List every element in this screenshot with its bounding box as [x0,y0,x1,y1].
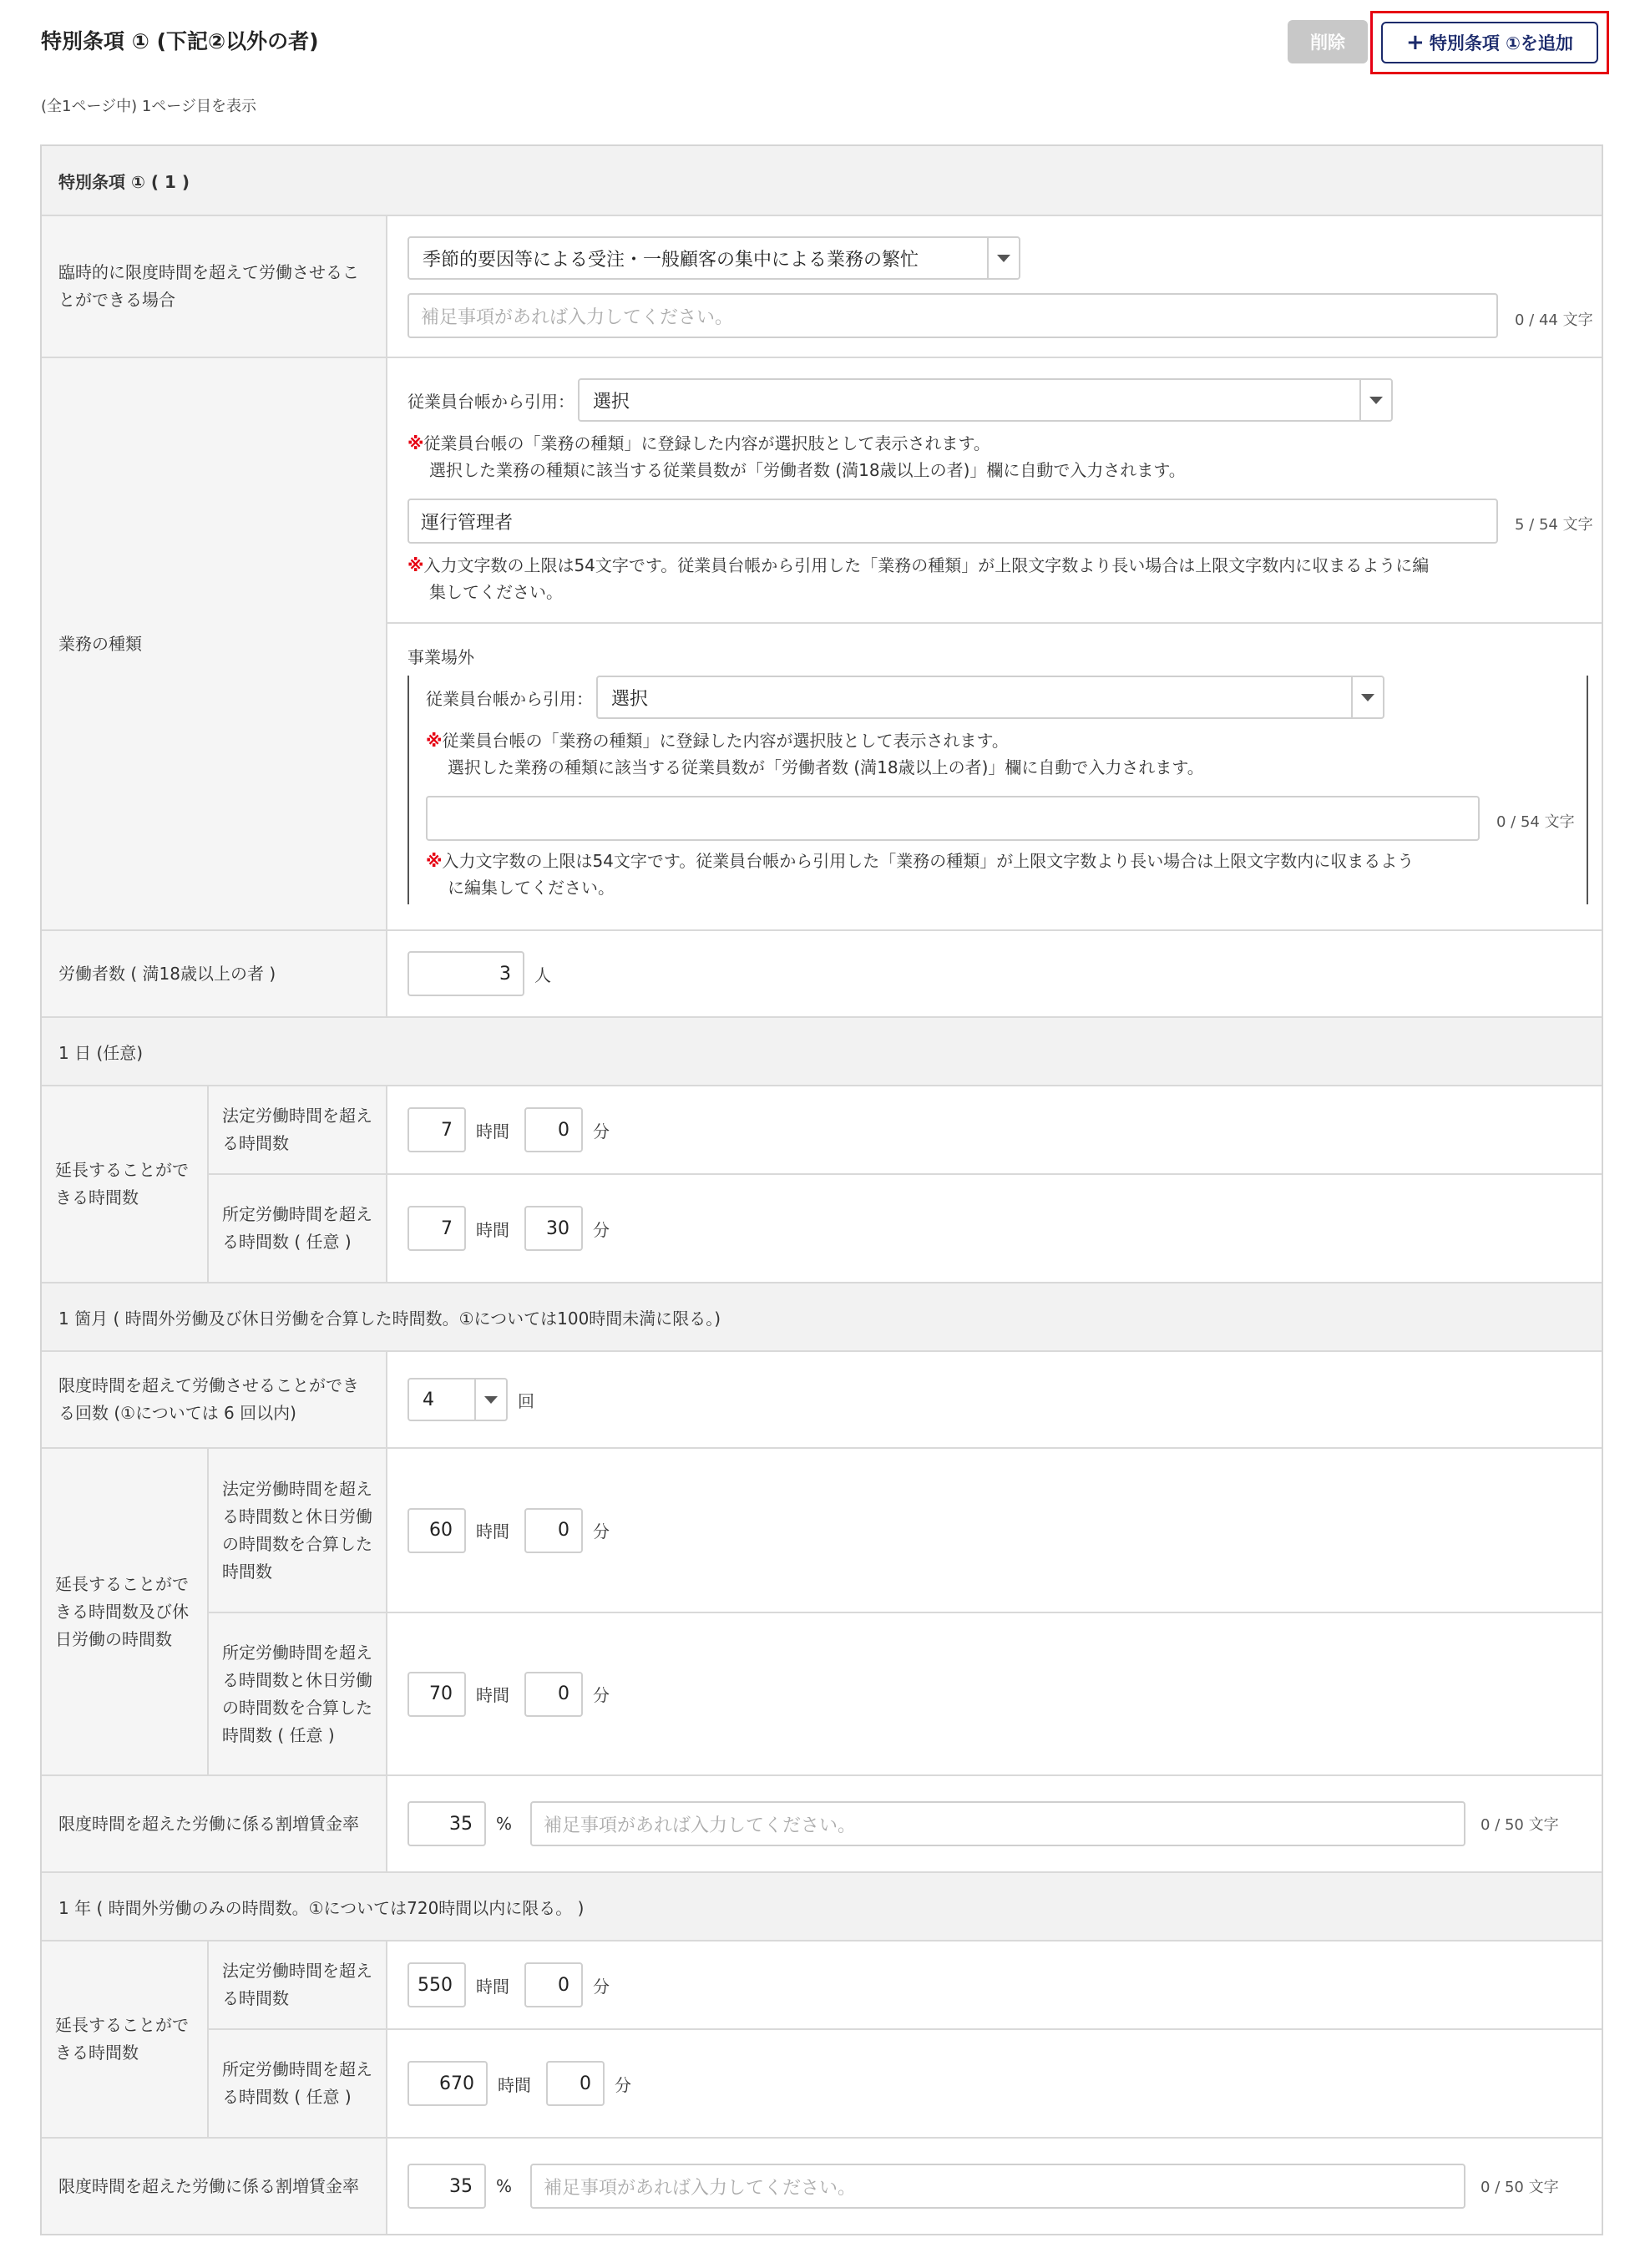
year-legal-hours-input[interactable]: 550 [407,1962,466,2007]
job-type-label: 業務の種類 [42,358,387,929]
job-type-counter: 5 / 54 文字 [1515,516,1593,534]
page-info: (全1ページ中) 1ページ目を表示 [41,98,256,115]
special-clause-table [40,144,1603,2235]
month-legal-minutes-input[interactable]: 0 [524,1508,583,1553]
minutes-unit: 分 [593,1121,610,1142]
add-special-clause-label: 特別条項 ①を追加 [1429,33,1573,53]
page-title: 特別条項 ① (下記②以外の者) [41,29,319,53]
section-title: 特別条項 ① ( 1 ) [42,146,1602,215]
year-legal-minutes-input[interactable]: 0 [524,1962,583,2007]
chevron-down-icon [474,1380,506,1420]
hours-unit: 時間 [476,1521,509,1542]
note-line: 集してください。 [429,582,563,602]
offsite-box [407,676,1588,904]
minutes-unit: 分 [615,2074,631,2095]
year-rate-label: 限度時間を超えた労働に係る割増賃金率 [42,2139,387,2234]
month-section-title: 1 箇月 ( 時間外労働及び休日労働を合算した時間数。①については100時間未満に限る。) [42,1283,1602,1350]
year-rate-counter: 0 / 50 文字 [1480,2179,1559,2196]
job-cite-select[interactable] [578,378,1393,422]
hours-unit: 時間 [476,1685,509,1705]
day-legal-hours-input[interactable]: 7 [407,1107,466,1152]
day-prescribed-minutes-input[interactable]: 30 [524,1206,583,1251]
job-cite-note [407,430,1186,483]
day-legal-label: 法定労働時間を超える時間数 [209,1086,386,1173]
day-group-label: 延長することができる時間数 [42,1086,209,1282]
temp-case-select[interactable] [407,236,1020,280]
year-rate-note-input[interactable]: 補足事項があれば入力してください。 [530,2164,1465,2209]
offsite-cite-note [426,727,1204,781]
note-line: 入力文字数の上限は54文字です。従業員台帳から引用した「業務の種類」が上限文字数より長い場合は上限文字数内に収まるよう [442,851,1415,871]
month-rate-label: 限度時間を超えた労働に係る割増賃金率 [42,1776,387,1871]
month-prescribed-minutes-input[interactable]: 0 [524,1672,583,1717]
temp-case-label: 臨時的に限度時間を超えて労働させることができる場合 [42,216,387,357]
chevron-down-icon [1351,677,1383,717]
hours-unit: 時間 [476,1219,509,1240]
hours-unit: 時間 [476,1121,509,1142]
month-rate-input[interactable]: 35 [407,1801,486,1846]
year-prescribed-minutes-input[interactable]: 0 [546,2061,605,2106]
offsite-cite-select[interactable] [596,676,1384,719]
month-group-label: 延長することができる時間数及び休日労働の時間数 [42,1449,209,1774]
note-mark: ※ [407,433,424,453]
year-section-title: 1 年 ( 時間外労働のみの時間数。①については720時間以内に限る。 ) [42,1873,1602,1940]
workers-unit: 人 [534,964,551,985]
day-prescribed-label: 所定労働時間を超える時間数 ( 任意 ) [209,1173,386,1282]
month-rate-counter: 0 / 50 文字 [1480,1816,1559,1834]
offsite-title: 事業場外 [407,647,474,667]
month-count-select[interactable] [407,1378,508,1421]
note-mark: ※ [426,731,443,751]
offsite-counter: 0 / 54 文字 [1496,813,1575,831]
note-mark: ※ [407,555,424,575]
note-line: 入力文字数の上限は54文字です。従業員台帳から引用した「業務の種類」が上限文字数より長い場合は上限文字数内に収まるように編 [423,555,1430,575]
minutes-unit: 分 [593,1219,610,1240]
minutes-unit: 分 [593,1521,610,1542]
year-prescribed-label: 所定労働時間を超える時間数 ( 任意 ) [209,2028,386,2137]
delete-button[interactable]: 削除 [1288,20,1368,63]
job-type-input[interactable]: 運行管理者 [407,499,1498,544]
month-rate-note-input[interactable]: 補足事項があれば入力してください。 [530,1801,1465,1846]
note-line: 従業員台帳の「業務の種類」に登録した内容が選択肢として表示されます。 [423,433,990,453]
chevron-down-icon [987,238,1019,278]
percent-unit: % [496,1814,513,1834]
temp-case-value: 季節的要因等による受注・一般顧客の集中による業務の繁忙 [423,249,919,271]
plus-icon: + [1406,30,1425,55]
offsite-cite-label: 従業員台帳から引用： [426,688,593,709]
month-prescribed-label: 所定労働時間を超える時間数と休日労働の時間数を合算した時間数 ( 任意 ) [209,1612,386,1774]
hours-unit: 時間 [476,1976,509,1997]
hours-unit: 時間 [498,2074,531,2095]
year-legal-label: 法定労働時間を超える時間数 [209,1941,386,2028]
day-section-title: 1 日 (任意) [42,1018,1602,1085]
year-group-label: 延長することができる時間数 [42,1941,209,2137]
add-special-clause-button[interactable] [1381,22,1598,63]
month-count-value: 4 [423,1389,434,1410]
temp-case-counter: 0 / 44 文字 [1515,311,1593,329]
workers-label: 労働者数 ( 満18歳以上の者 ) [42,931,387,1016]
month-prescribed-hours-input[interactable]: 70 [407,1672,466,1717]
note-line: 従業員台帳の「業務の種類」に登録した内容が選択肢として表示されます。 [442,731,1009,751]
minutes-unit: 分 [593,1976,610,1997]
day-legal-minutes-input[interactable]: 0 [524,1107,583,1152]
month-legal-hours-input[interactable]: 60 [407,1508,466,1553]
workers-input[interactable]: 3 [407,951,524,996]
highlight-frame [1370,11,1609,74]
offsite-limit-note [426,848,1578,901]
job-cite-label: 従業員台帳から引用： [407,391,574,412]
job-limit-note [407,552,1577,605]
note-line: 選択した業務の種類に該当する従業員数が「労働者数 (満18歳以上の者)」欄に自動で入力されます。 [448,757,1204,777]
minutes-unit: 分 [593,1685,610,1705]
temp-case-note-input[interactable]: 補足事項があれば入力してください。 [407,293,1498,338]
day-prescribed-hours-input[interactable]: 7 [407,1206,466,1251]
note-line: 選択した業務の種類に該当する従業員数が「労働者数 (満18歳以上の者)」欄に自動で入力されます。 [429,460,1186,480]
offsite-cite-value: 選択 [611,688,649,710]
count-unit: 回 [518,1390,534,1411]
job-cite-value: 選択 [593,391,630,413]
note-mark: ※ [426,851,443,871]
offsite-job-input[interactable] [426,796,1480,841]
month-count-label: 限度時間を超えて労働させることができる回数 (①については 6 回以内) [42,1352,387,1447]
note-line: に編集してください。 [448,878,615,898]
chevron-down-icon [1359,380,1391,420]
month-legal-label: 法定労働時間を超える時間数と休日労働の時間数を合算した時間数 [209,1449,386,1612]
percent-unit: % [496,2176,513,2196]
year-rate-input[interactable]: 35 [407,2164,486,2209]
year-prescribed-hours-input[interactable]: 670 [407,2061,488,2106]
